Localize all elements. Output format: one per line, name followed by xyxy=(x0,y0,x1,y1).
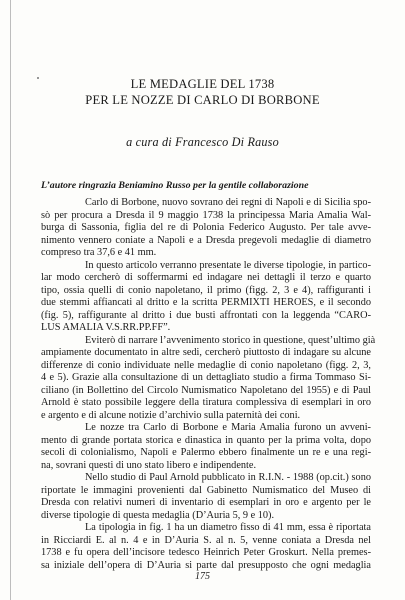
paragraph-line: na, sovrani questi di uno stato libero e indipendente. xyxy=(41,459,257,471)
paragraph-line: Arnold è stato possibile leggere della tiratura complessiva di esemplari in oro xyxy=(41,397,371,408)
paragraph xyxy=(41,334,376,423)
paragraph-line: Dresda con relativi numeri di inventario di esemplari in oro e argento per le xyxy=(41,497,371,508)
paragraph-line: diverse tipologie di questa medaglia (D’Auria 5, 9 e 10). xyxy=(41,509,275,521)
paragraph-line: due stemmi affiancati al dritto e la scritta PERMIXTI HEROES, e il secondo xyxy=(41,297,371,308)
paragraph-line: Carlo di Borbone, nuovo sovrano dei regni di Napoli e di Sicilia spo- xyxy=(85,197,371,208)
paragraph-line: ciliano (in Bollettino del Circolo Numismatico Napoletano del 1955) e di Paul xyxy=(41,384,371,396)
paragraph-line: La tipologia in fig. 1 ha un diametro fisso di 41 mm, essa è riportata xyxy=(85,522,371,533)
paragraph-line: mento di grande portata storica e dinastica in quanto per la prima volta, dopo xyxy=(41,434,371,446)
acknowledgement: L’autore ringrazia Beniamino Russo per la gentile collaborazione xyxy=(41,180,309,191)
paragraph-line: Le nozze tra Carlo di Borbone e Maria Amalia furono un avveni- xyxy=(85,422,371,433)
paragraph-line: secoli di colonialismo, Napoli e Palermo ebbero finalmente un re e una regi- xyxy=(41,447,371,458)
paragraph-line: sa iniziale dell’opera di D’Auria si parte dal presupposto che ogni medaglia xyxy=(41,559,371,571)
paragraph-line: 1738 e fu opera dell’incisore tedesco Heinrich Peter Groskurt. Nella premes- xyxy=(41,547,371,558)
paragraph xyxy=(41,522,371,572)
paragraph-line: Eviterò di narrare l’avvenimento storico in questione, quest’ultimo già xyxy=(85,334,376,346)
paragraph xyxy=(41,472,371,522)
article-title-line-1: LE MEDAGLIE DEL 1738 xyxy=(130,77,275,91)
paragraph-line: tipo, ossia quelli di conio napoletano, il primo (figg. 2, 3 e 4), raffiguranti i xyxy=(41,284,371,296)
paragraph-line: LUS AMALIA V.S.RR.PP.FF”. xyxy=(41,322,171,333)
paragraph-line: e argento e di alcune notizie d’archivio sulla paternità dei coni. xyxy=(41,409,301,421)
paragraph-line: sò per procura a Dresda il 9 maggio 1738 la principessa Maria Amalia Wal- xyxy=(41,209,371,221)
article-title-line-2: PER LE NOZZE DI CARLO DI BORBONE xyxy=(85,93,320,107)
article-body xyxy=(41,197,376,572)
paragraph-line: nimento vennero coniate a Napoli e a Dresda pregevoli medaglie di diametro xyxy=(41,234,371,246)
paragraph-line: 4 e 5). Grazie alla consultazione di un dettagliato studio a firma Tommaso Si- xyxy=(41,372,371,383)
paragraph-line: burga di Sassonia, figlia del re di Polonia Federico Augusto. Per tale avve- xyxy=(41,222,371,233)
paragraph-line: ampiamente documentato in altre sedi, cercherò piuttosto di indagare su alcune xyxy=(41,347,371,358)
article-curator: a cura di Francesco Di Rauso xyxy=(126,135,279,149)
article-title xyxy=(0,76,405,108)
page-number: 175 xyxy=(195,571,210,582)
paragraph xyxy=(41,197,371,260)
paragraph-line: lar modo cercherò di soffermarmi ed indagare nei dettagli il terzo e quarto xyxy=(41,272,371,283)
paragraph xyxy=(41,422,371,472)
paragraph-line: differenze di conio individuate nelle medaglie di conio napoletano (figg. 2, 3, xyxy=(41,359,371,371)
paragraph-line: Nello studio di Paul Arnold pubblicato in R.I.N. - 1988 (op.cit.) sono xyxy=(85,472,371,483)
paragraph-line: compreso tra 37,6 e 41 mm. xyxy=(41,247,157,258)
paragraph-line: riportate le immagini provenienti dal Gabinetto Numismatico del Museo di xyxy=(41,484,371,496)
paragraph xyxy=(41,260,371,335)
paragraph-line: (fig. 5), raffigurante al dritto i due busti affrontati con la leggenda “CARO- xyxy=(41,309,371,321)
paragraph-line: in Ricciardi E. al n. 4 e in D’Auria S. al n. 5, venne coniata a Dresda nel xyxy=(41,534,371,546)
paragraph-line: In questo articolo verranno presentate le diverse tipologie, in partico- xyxy=(85,259,371,271)
